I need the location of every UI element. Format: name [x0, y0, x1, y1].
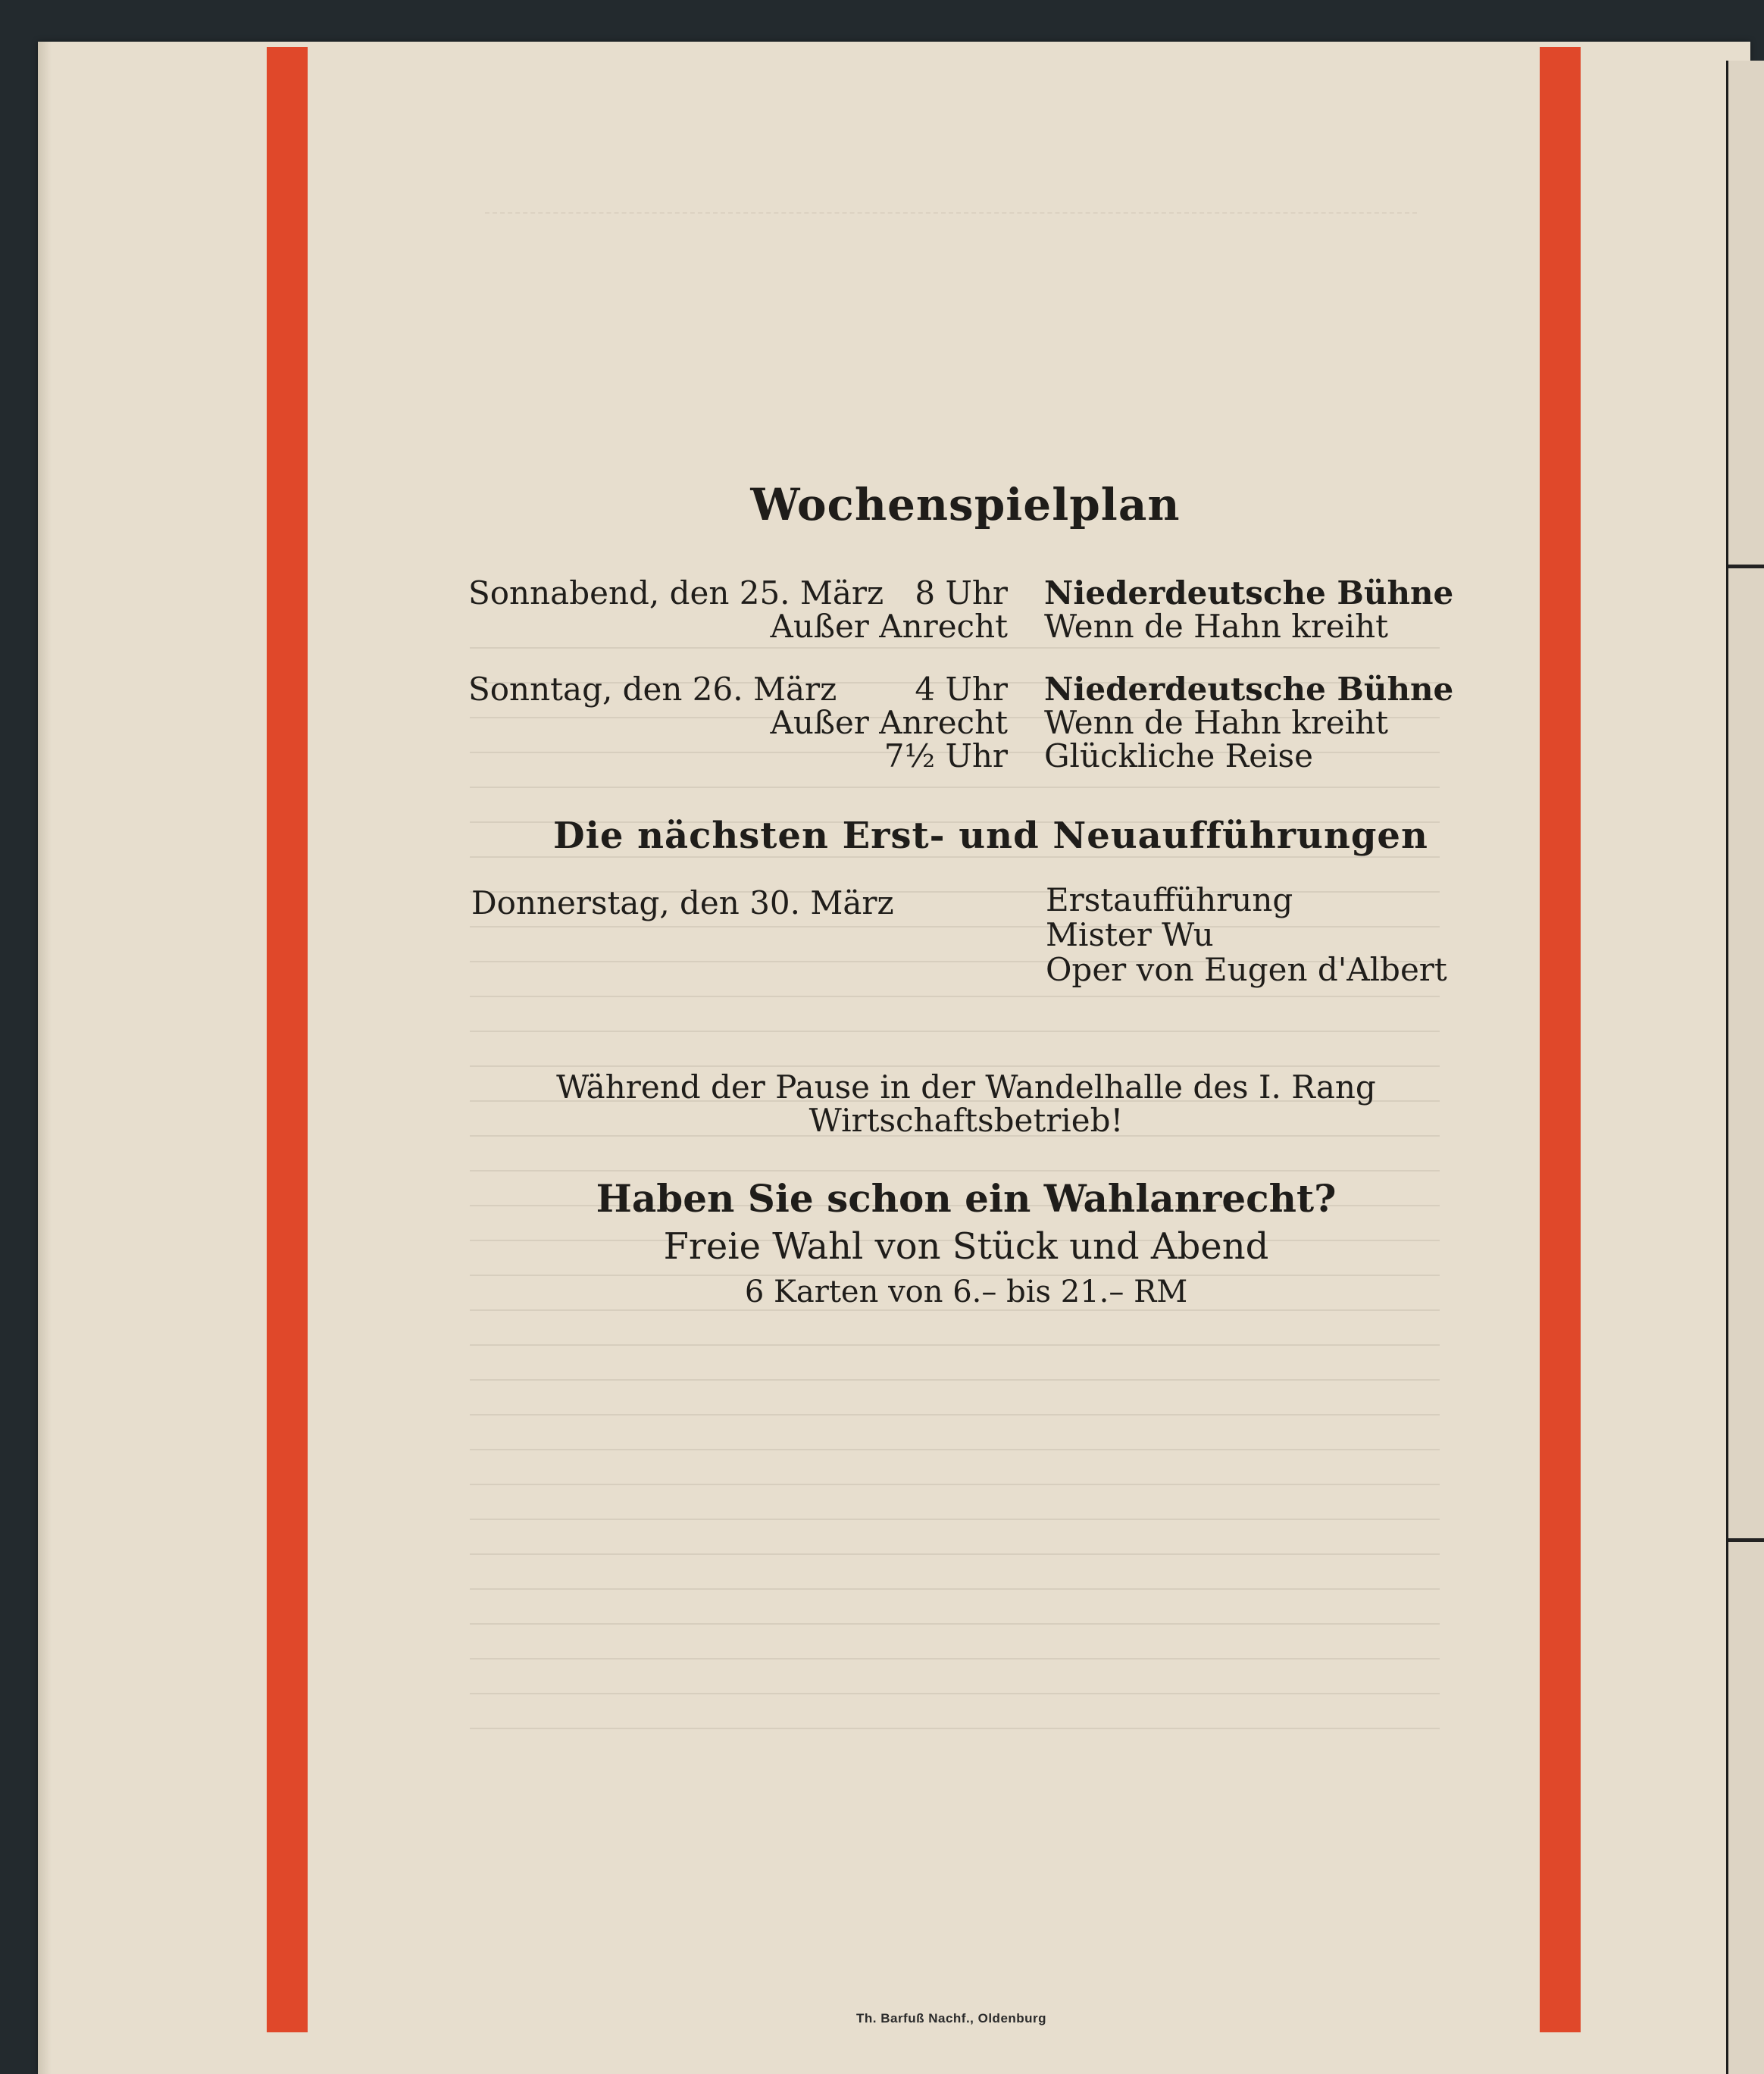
premieres-heading: Die nächsten Erst- und Neuaufführungen [553, 815, 1428, 857]
schedule-time-second: 7½ Uhr [884, 737, 1008, 774]
schedule-venue: Niederdeutsche Bühne [1044, 671, 1454, 708]
program-title: Wochenspielplan [750, 479, 1181, 530]
pause-note-line2: Wirtschaftsbetrieb! [808, 1102, 1124, 1139]
premiere-day: Donnerstag, den 30. März [471, 884, 894, 921]
schedule-venue: Niederdeutsche Bühne [1044, 574, 1454, 612]
promo-heading: Haben Sie schon ein Wahlanrecht? [596, 1176, 1337, 1221]
promo-line1: Freie Wahl von Stück und Abend [663, 1225, 1269, 1268]
printer-imprint: Th. Barfuß Nachf., Oldenburg [856, 2011, 1047, 2026]
schedule-play: Wenn de Hahn kreiht [1044, 608, 1389, 645]
pause-note-line1: Während der Pause in der Wandelhalle des I. Rang [556, 1068, 1376, 1106]
schedule-day: Sonntag, den 26. März [468, 671, 837, 708]
schedule-note: Außer Anrecht [770, 704, 1008, 741]
promo-line2: 6 Karten von 6.– bis 21.– RM [744, 1275, 1188, 1309]
schedule-time: 8 Uhr [915, 574, 1008, 612]
schedule-play: Wenn de Hahn kreiht [1044, 704, 1389, 741]
schedule-time: 4 Uhr [915, 671, 1008, 708]
premiere-title: Mister Wu [1046, 916, 1214, 953]
premiere-type: Erstaufführung [1046, 881, 1293, 918]
premiere-composer: Oper von Eugen d'Albert [1046, 951, 1447, 988]
schedule-day: Sonnabend, den 25. März [468, 574, 884, 612]
schedule-note: Außer Anrecht [770, 608, 1008, 645]
schedule-play-second: Glückliche Reise [1044, 737, 1313, 774]
